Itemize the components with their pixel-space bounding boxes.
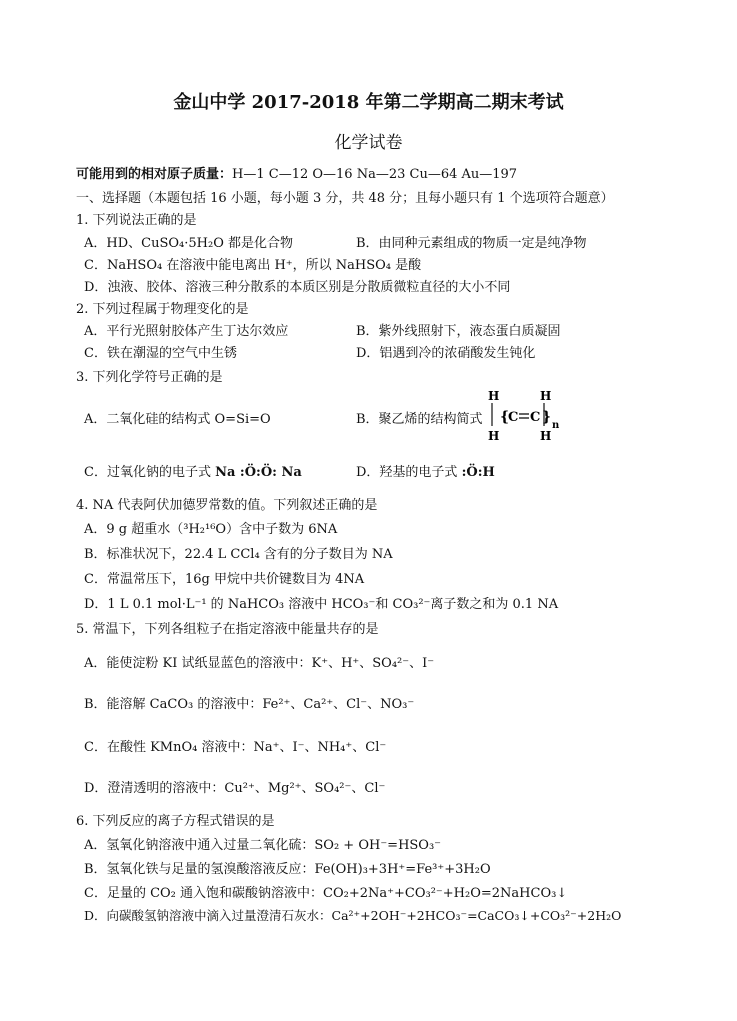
struct-c-right: C <box>530 410 541 425</box>
atomic-masses-label: 可能用到的相对原子质量： <box>76 167 233 182</box>
struct-bracket-right: } <box>542 409 552 425</box>
q6-stem: 6. 下列反应的离子方程式错误的是 <box>76 814 275 829</box>
q1-option-d: D．浊液、胶体、溶液三种分散系的本质区别是分散质微粒直径的大小不同 <box>84 280 511 295</box>
q5-stem: 5. 常温下，下列各组粒子在指定溶液中能量共存的是 <box>76 622 379 637</box>
q3-option-a: A．二氧化硅的结构式 O=Si=O <box>84 412 271 427</box>
exam-title: 金山中学 2017-2018 年第二学期高二期末考试 <box>173 92 564 113</box>
q4-stem: 4. NA 代表阿伏加德罗常数的值。下列叙述正确的是 <box>76 498 378 513</box>
polyethylene-structure <box>486 386 564 444</box>
hydroxyl-formula: :Ö:H <box>461 465 495 480</box>
q6-option-a: A．氢氧化钠溶液中通入过量二氧化硫：SO₂ + OH⁻=HSO₃⁻ <box>84 838 442 853</box>
q3-stem: 3. 下列化学符号正确的是 <box>76 370 223 385</box>
exam-subtitle: 化学试卷 <box>334 133 403 153</box>
q2-option-a: A．平行光照射胶体产生丁达尔效应 <box>84 324 289 339</box>
struct-c-left: C <box>508 410 519 425</box>
struct-h-bottom-left: H <box>488 429 500 443</box>
q3-option-b: B．聚乙烯的结构简式 <box>356 412 483 427</box>
struct-h-top-left: H <box>488 389 500 403</box>
sodium-peroxide-formula: Na :Ö:Ö: Na <box>215 465 302 480</box>
struct-subscript-n: n <box>552 420 560 431</box>
atomic-masses <box>76 163 517 182</box>
q5-option-a: A．能使淀粉 KI 试纸显蓝色的溶液中：K⁺、H⁺、SO₄²⁻、I⁻ <box>84 656 435 671</box>
q4-option-a: A．9 g 超重水（³H₂¹⁶O）含中子数为 6NA <box>84 522 338 537</box>
q4-option-c: C．常温常压下，16g 甲烷中共价键数目为 4NA <box>84 572 365 587</box>
q6-option-d: D．向碳酸氢钠溶液中滴入过量澄清石灰水：Ca²⁺+2OH⁻+2HCO₃⁻=CaCO₃↓+CO₃²⁻+2H₂O <box>84 908 622 923</box>
q5-option-b: B．能溶解 CaCO₃ 的溶液中：Fe²⁺、Ca²⁺、Cl⁻、NO₃⁻ <box>84 697 415 712</box>
struct-h-bottom-right: H <box>540 429 552 443</box>
q3-option-c-text: C．过氧化钠的电子式 <box>84 465 211 480</box>
atomic-masses-values: H—1 C—12 O—16 Na—23 Cu—64 Au—197 <box>232 167 518 182</box>
q1-stem: 1. 下列说法正确的是 <box>76 213 197 228</box>
section-heading: 一、选择题（本题包括 16 小题，每小题 3 分，共 48 分；且每小题只有 1 个选项符合题意） <box>76 191 614 206</box>
q1-option-b: B．由同种元素组成的物质一定是纯净物 <box>356 236 587 251</box>
struct-h-top-right: H <box>540 389 552 403</box>
q3-option-d-text: D．羟基的电子式 <box>356 465 458 480</box>
q2-option-c: C．铁在潮湿的空气中生锈 <box>84 346 237 361</box>
q6-option-b: B．氢氧化铁与足量的氢溴酸溶液反应：Fe(OH)₃+3H⁺=Fe³⁺+3H₂O <box>84 862 491 877</box>
q4-option-b: B．标准状况下，22.4 L CCl₄ 含有的分子数目为 NA <box>84 547 393 562</box>
q1-option-a: A．HD、CuSO₄·5H₂O 都是化合物 <box>84 236 293 251</box>
q2-stem: 2. 下列过程属于物理变化的是 <box>76 302 249 317</box>
q5-option-d: D．澄清透明的溶液中：Cu²⁺、Mg²⁺、SO₄²⁻、Cl⁻ <box>84 781 386 796</box>
q1-option-c: C．NaHSO₄ 在溶液中能电离出 H⁺，所以 NaHSO₄ 是酸 <box>84 258 422 273</box>
q5-option-c: C．在酸性 KMnO₄ 溶液中：Na⁺、I⁻、NH₄⁺、Cl⁻ <box>84 740 387 755</box>
q4-option-d: D．1 L 0.1 mol·L⁻¹ 的 NaHCO₃ 溶液中 HCO₃⁻和 CO₃²⁻离子数之和为 0.1 NA <box>84 597 559 612</box>
q3-option-d <box>356 461 495 480</box>
q2-option-b: B．紫外线照射下，液态蛋白质凝固 <box>356 324 561 339</box>
q6-option-c: C．足量的 CO₂ 通入饱和碳酸钠溶液中：CO₂+2Na⁺+CO₃²⁻+H₂O=2NaHCO₃↓ <box>84 886 568 901</box>
q2-option-d: D．铝遇到冷的浓硝酸发生钝化 <box>356 346 536 361</box>
struct-bracket-left: { <box>500 409 510 425</box>
q3-option-c <box>84 461 302 480</box>
